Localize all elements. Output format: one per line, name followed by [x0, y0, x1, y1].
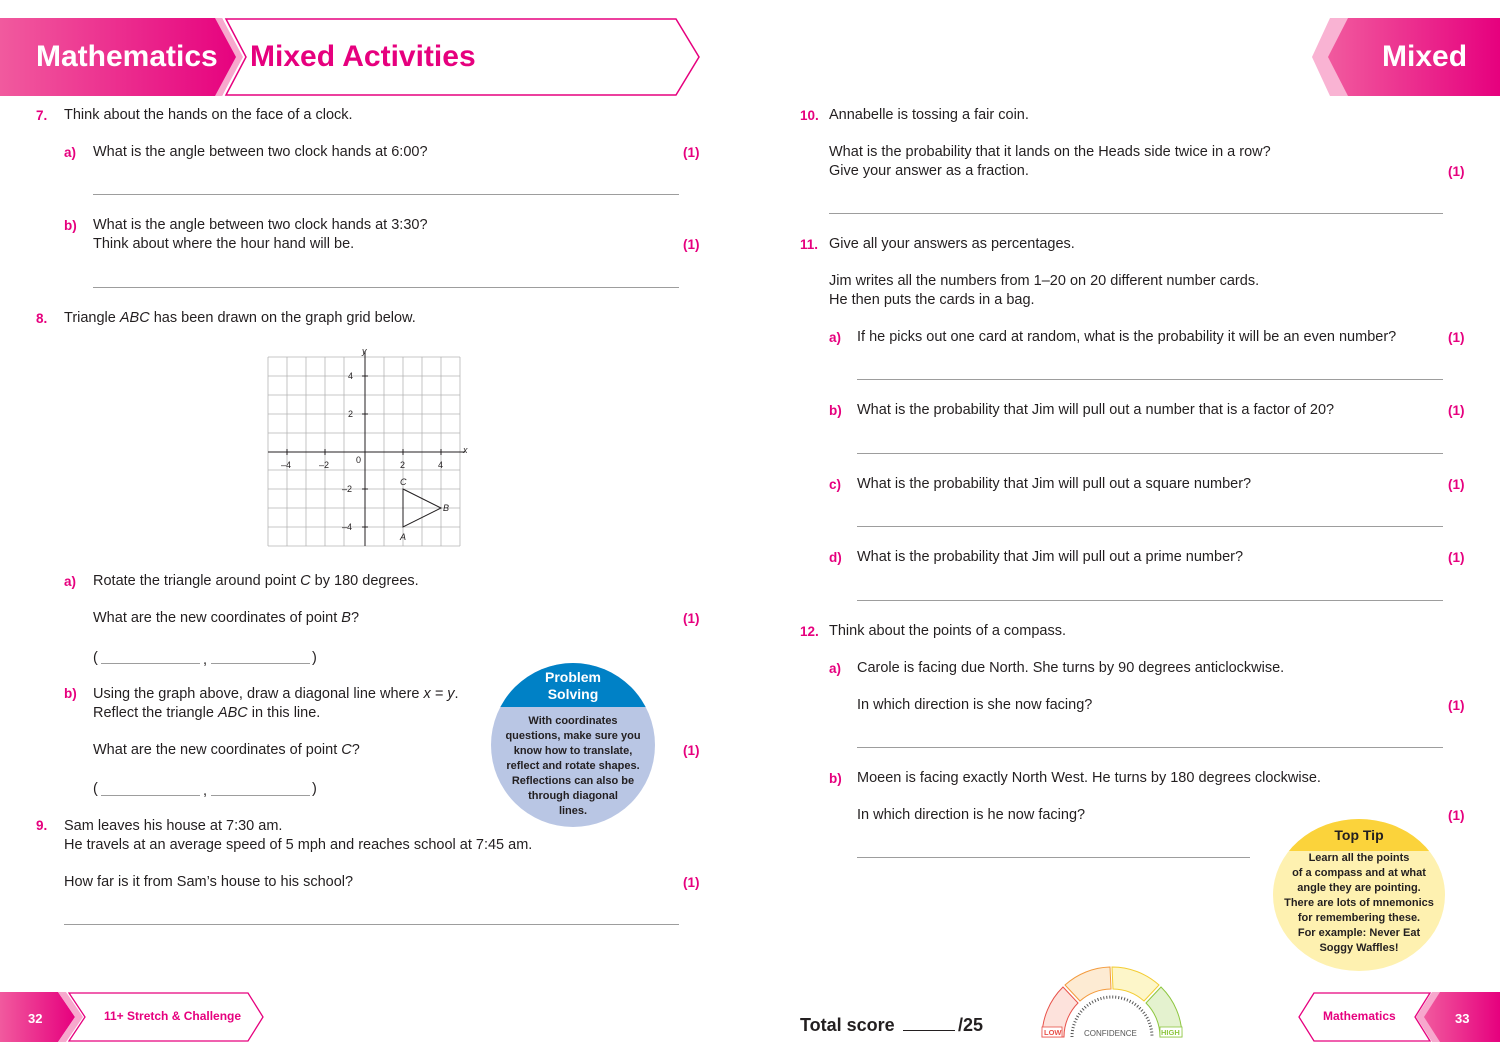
- question-text: If he picks out one card at random, what is the probability it will be an even number?: [857, 329, 1397, 345]
- y-tick-label: 2: [348, 409, 354, 419]
- x-axis-label: x: [463, 445, 468, 455]
- part-label: a): [64, 145, 77, 160]
- subject-title: Mathematics: [36, 40, 218, 73]
- tip-line: for remembering these.: [1297, 912, 1421, 924]
- question-text: Using the graph above, draw a diagonal line where x = y.: [93, 686, 459, 702]
- tip-line: know how to translate,: [513, 745, 633, 757]
- question-number: 9.: [36, 818, 48, 833]
- gauge-high-label: HIGH: [1161, 1028, 1180, 1037]
- part-label: a): [64, 574, 77, 589]
- answer-line-y[interactable]: [211, 795, 310, 796]
- part-label: b): [64, 218, 77, 233]
- question-text: What are the new coordinates of point B?: [93, 610, 360, 626]
- answer-line[interactable]: [857, 857, 1250, 858]
- mark-label: (1): [683, 145, 700, 160]
- problem-solving-header: [491, 663, 655, 707]
- answer-line-x[interactable]: [101, 663, 200, 664]
- question-number: 10.: [800, 108, 819, 123]
- question-text: Give all your answers as percentages.: [829, 236, 1075, 252]
- tip-body: [491, 707, 655, 819]
- answer-line[interactable]: [93, 287, 679, 288]
- answer-line-y[interactable]: [211, 663, 310, 664]
- point-label-b: B: [443, 503, 450, 513]
- question-text: Think about the hands on the face of a clock.: [64, 107, 353, 123]
- question-text: What are the new coordinates of point C?: [93, 742, 360, 758]
- question-text: Think about the points of a compass.: [829, 623, 1066, 639]
- tip-line: Reflections can also be: [511, 775, 635, 787]
- tip-title: Solving: [547, 686, 599, 702]
- question-text: Moeen is facing exactly North West. He turns by 180 degrees clockwise.: [857, 770, 1321, 786]
- total-score-input[interactable]: [903, 1030, 955, 1031]
- x-tick-label: –4: [281, 460, 292, 470]
- coordinate-comma: ,: [203, 652, 208, 668]
- answer-line[interactable]: [93, 194, 679, 195]
- tip-line: lines.: [558, 805, 588, 817]
- question-text: Annabelle is tossing a fair coin.: [829, 107, 1029, 123]
- question-text: Jim writes all the numbers from 1–20 on 20 different number cards.: [829, 273, 1260, 289]
- x-tick-label: –2: [319, 460, 330, 470]
- mark-label: (1): [683, 743, 700, 758]
- section-tab: Mixed: [1382, 40, 1468, 73]
- tip-line: Soggy Waffles!: [1319, 942, 1399, 954]
- question-text: What is the angle between two clock hands at 3:30?: [93, 217, 428, 233]
- answer-line-x[interactable]: [101, 795, 200, 796]
- mark-label: (1): [683, 875, 700, 890]
- tip-title: Top Tip: [1334, 827, 1384, 843]
- gauge-label: CONFIDENCE: [1084, 1029, 1137, 1038]
- question-text: He then puts the cards in a bag.: [829, 292, 1035, 308]
- top-tip: [1273, 819, 1445, 971]
- part-label: b): [829, 771, 842, 786]
- coordinate-comma: ,: [203, 783, 208, 799]
- question-text: Carole is facing due North. She turns by 90 degrees anticlockwise.: [857, 660, 1285, 676]
- tip-line: angle they are pointing.: [1297, 882, 1421, 894]
- tip-line: With coordinates: [528, 715, 618, 727]
- x-tick-label: 4: [438, 460, 444, 470]
- subject-footer: Mathematics: [1323, 1009, 1396, 1023]
- part-label: b): [64, 686, 77, 701]
- answer-line[interactable]: [857, 526, 1443, 527]
- answer-line[interactable]: [64, 924, 679, 925]
- question-text: What is the probability that Jim will pull out a number that is a factor of 20?: [857, 402, 1335, 418]
- gauge-low-label: LOW: [1044, 1028, 1062, 1037]
- question-text: Sam leaves his house at 7:30 am.: [64, 818, 283, 834]
- answer-line[interactable]: [857, 379, 1443, 380]
- y-tick-label: 4: [348, 371, 354, 381]
- mark-label: (1): [1448, 403, 1465, 418]
- top-tip-header: [1273, 819, 1445, 851]
- question-text: Triangle ABC has been drawn on the graph grid below.: [64, 310, 416, 326]
- mark-label: (1): [1448, 330, 1465, 345]
- tip-line: through diagonal: [528, 790, 618, 802]
- mark-label: (1): [1448, 477, 1465, 492]
- part-label: b): [829, 403, 842, 418]
- question-text: What is the probability that Jim will pull out a square number?: [857, 476, 1252, 492]
- tip-line: For example: Never Eat: [1297, 927, 1421, 939]
- point-label-c: C: [400, 477, 407, 487]
- part-label: c): [829, 477, 842, 492]
- y-tick-label: –2: [342, 484, 353, 494]
- question-text: Reflect the triangle ABC in this line.: [93, 705, 321, 721]
- answer-line[interactable]: [857, 747, 1443, 748]
- tip-line: reflect and rotate shapes.: [506, 760, 640, 772]
- problem-solving-tip: [491, 663, 655, 827]
- question-text: Think about where the hour hand will be.: [93, 236, 355, 252]
- mark-label: (1): [1448, 164, 1465, 179]
- answer-line[interactable]: [857, 453, 1443, 454]
- header-banner: [0, 0, 1500, 100]
- coordinate-open: (: [93, 650, 98, 666]
- question-text: What is the probability that Jim will pull out a prime number?: [857, 549, 1244, 565]
- origin-label: 0: [356, 455, 362, 465]
- answer-line[interactable]: [857, 600, 1443, 601]
- question-number: 8.: [36, 311, 48, 326]
- x-tick-label: 2: [400, 460, 406, 470]
- tip-body: [1273, 851, 1445, 956]
- page-number-left: 32: [28, 1011, 43, 1026]
- part-label: a): [829, 330, 842, 345]
- mark-label: (1): [683, 611, 700, 626]
- part-label: d): [829, 550, 842, 565]
- tip-line: Learn all the points: [1308, 852, 1410, 864]
- point-label-a: A: [400, 532, 407, 542]
- question-text: How far is it from Sam’s house to his school?: [64, 874, 354, 890]
- question-number: 12.: [800, 624, 819, 639]
- confidence-gauge[interactable]: [1038, 965, 1186, 1041]
- mark-label: (1): [1448, 808, 1465, 823]
- tip-line: questions, make sure you: [505, 730, 641, 742]
- coordinate-close: ): [312, 650, 317, 666]
- total-score-label: Total score: [800, 1015, 895, 1035]
- question-number: 11.: [800, 237, 819, 252]
- question-text: In which direction is she now facing?: [857, 697, 1093, 713]
- question-text: What is the angle between two clock hands at 6:00?: [93, 144, 428, 160]
- question-text: Rotate the triangle around point C by 180 degrees.: [93, 573, 419, 589]
- topic-title: Mixed Activities: [250, 40, 476, 73]
- coordinate-graph[interactable]: [260, 343, 475, 548]
- mark-label: (1): [683, 237, 700, 252]
- question-text: Give your answer as a fraction.: [829, 163, 1029, 179]
- y-tick-label: –4: [342, 522, 353, 532]
- book-title: 11+ Stretch & Challenge: [104, 1009, 242, 1023]
- answer-line[interactable]: [829, 213, 1443, 214]
- mark-label: (1): [1448, 550, 1465, 565]
- tip-title: Problem: [544, 669, 601, 685]
- coordinate-close: ): [312, 781, 317, 797]
- y-axis-label: y: [362, 346, 367, 356]
- page-number-right: 33: [1455, 1011, 1470, 1026]
- part-label: a): [829, 661, 842, 676]
- question-text: In which direction is he now facing?: [857, 807, 1086, 823]
- total-score-max: /25: [958, 1015, 984, 1035]
- mark-label: (1): [1448, 698, 1465, 713]
- question-text: What is the probability that it lands on the Heads side twice in a row?: [829, 144, 1271, 160]
- question-text: He travels at an average speed of 5 mph and reaches school at 7:45 am.: [64, 837, 533, 853]
- tip-line: of a compass and at what: [1292, 867, 1426, 879]
- question-number: 7.: [36, 108, 48, 123]
- coordinate-open: (: [93, 781, 98, 797]
- tip-line: There are lots of mnemonics: [1284, 897, 1434, 909]
